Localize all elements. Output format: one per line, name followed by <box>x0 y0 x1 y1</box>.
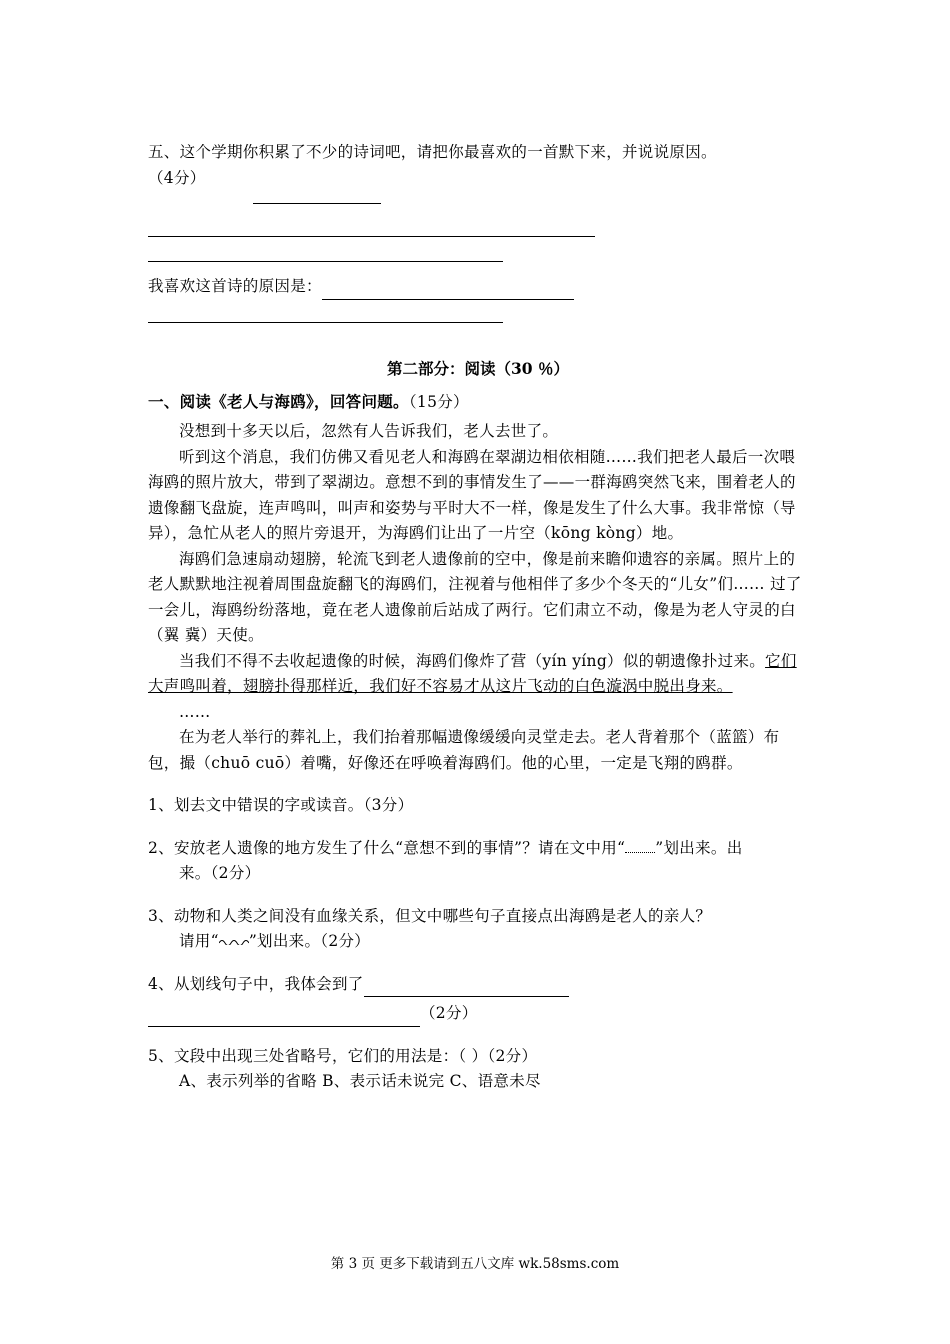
reading-heading-row <box>148 389 808 416</box>
question-3-score: （2分） <box>320 932 371 950</box>
question-5-block <box>148 140 808 191</box>
question-5b-text: 文段中出现三处省略号，它们的用法是：（ ） <box>173 1046 488 1065</box>
question-2-text-before: 安放老人遗像的地方发生了什么“意想不到的事情”？请在文中用“ <box>173 838 626 857</box>
part-2-title: 第二部分：阅读（30 ％） <box>387 358 569 378</box>
wavy-underline-icon <box>219 933 249 946</box>
question-5-reason-label: 我喜欢这首诗的原因是： <box>148 277 322 295</box>
question-1-text: 划去文中错误的字或读音。 <box>173 796 364 814</box>
question-3-text: 动物和人类之间没有血缘关系，但文中哪些句子直接点出海鸥是老人的亲人？ <box>173 906 712 925</box>
answer-rule-4 <box>148 322 503 323</box>
passage-underlined-sentence: 它们大声鸣叫着，翅膀扑得那样近，我们好不容易才从这片飞动的白色漩涡中脱出身来。 <box>148 651 797 695</box>
reading-heading: 一、阅读《老人与海鸥》，回答问题。 <box>148 391 409 411</box>
question-5b-number: 5、 <box>148 1046 174 1065</box>
question-5-reason-row <box>148 274 808 300</box>
dotted-underline-icon <box>625 839 655 853</box>
question-1-score: （3分） <box>363 796 414 814</box>
reading-heading-score: （15分） <box>408 392 469 411</box>
question-5-reason-blank[interactable] <box>322 285 574 300</box>
reading-question-5 <box>148 1044 808 1095</box>
question-2-number: 2、 <box>148 838 174 857</box>
reading-question-1 <box>148 793 808 819</box>
question-3-sub-before: 请用“ <box>179 932 219 950</box>
question-4-blank-1[interactable] <box>364 982 569 997</box>
passage-ellipsis: …… <box>179 702 211 721</box>
question-3-sub-after: ”划出来。 <box>248 932 321 950</box>
question-4-blank-2[interactable] <box>148 1012 420 1027</box>
reading-questions <box>148 793 808 1095</box>
passage-paragraph-1: 没想到十多天以后，忽然有人告诉我们，老人去世了。 <box>179 422 559 440</box>
passage-paragraph-2: 听到这个消息，我们仿佛又看见老人和海鸥在翠湖边相依相随……我们把老人最后一次喂海鸥的照片放大，带到了翠湖边。意想不到的事情发生了——一群海鸥突然飞来，围着老人的遗像翻飞盘旋，连声鸣叫，叫声和姿势与平时大不一样，像是发生了什么大事。我非常惊（导 异），急忙从老人的照片旁退开，为海鸥们让出了一片空（kōng kòng）地。 <box>148 447 796 542</box>
reading-question-3 <box>148 904 808 955</box>
passage-paragraph-4: 当我们不得不去收起遗像的时候，海鸥们像炸了营（yín yíng）似的朝遗像扑过来。它们大声鸣叫着，翅膀扑得那样近，我们好不容易才从这片飞动的白色漩涡中脱出身来。 <box>148 651 797 695</box>
question-1-number: 1、 <box>148 796 174 814</box>
question-3-number: 3、 <box>148 906 174 925</box>
question-4-number: 4、 <box>148 974 174 993</box>
question-5-text: 五、这个学期你积累了不少的诗词吧，请把你最喜欢的一首默下来，并说说原因。 <box>148 143 717 161</box>
question-2-score: （2分） <box>210 864 261 882</box>
page-footer: 第 3 页 更多下载请到五八文库 wk.58sms.com <box>330 1256 620 1272</box>
passage-paragraph-3: 海鸥们急速扇动翅膀，轮流飞到老人遗像前的空中，像是前来瞻仰遗容的亲属。照片上的老人默默地注视着周围盘旋翻飞的海鸥们，注视着与他相伴了多少个冬天的“儿女”们…… 过了一会儿，海鸥纷纷落地，竟在老人遗像前后站成了两行。它们肃立不动，像是为老人守灵的白（翼 冀）天使。 <box>148 549 802 644</box>
question-5b-score: （2分） <box>487 1046 538 1065</box>
question-2-text-after: ”划出来。 <box>655 838 727 857</box>
passage-paragraph-5: 在为老人举行的葬礼上，我们抬着那幅遗像缓缓向灵堂走去。老人背着那个（蓝篮）布包，撮（chuō cuō）着嘴，好像还在呼唤着海鸥们。他的心里，一定是飞翔的鸥群。 <box>148 728 780 772</box>
reading-question-2: 2、安放老人遗像的地方发生了什么“意想不到的事情”？请在文中用“ ”划出来。出 来。（2分） <box>148 838 743 882</box>
question-5b-options[interactable]: A、表示列举的省略 B、表示话未说完 C、语意未尽 <box>179 1072 541 1090</box>
reading-passage <box>148 419 808 776</box>
question-5-score: （4分） <box>148 168 206 187</box>
reading-question-4 <box>148 972 808 1027</box>
page-content <box>148 140 808 1095</box>
question-4-score: （2分） <box>420 1004 478 1022</box>
question-4-text: 从划线句子中，我体会到了 <box>173 974 364 993</box>
